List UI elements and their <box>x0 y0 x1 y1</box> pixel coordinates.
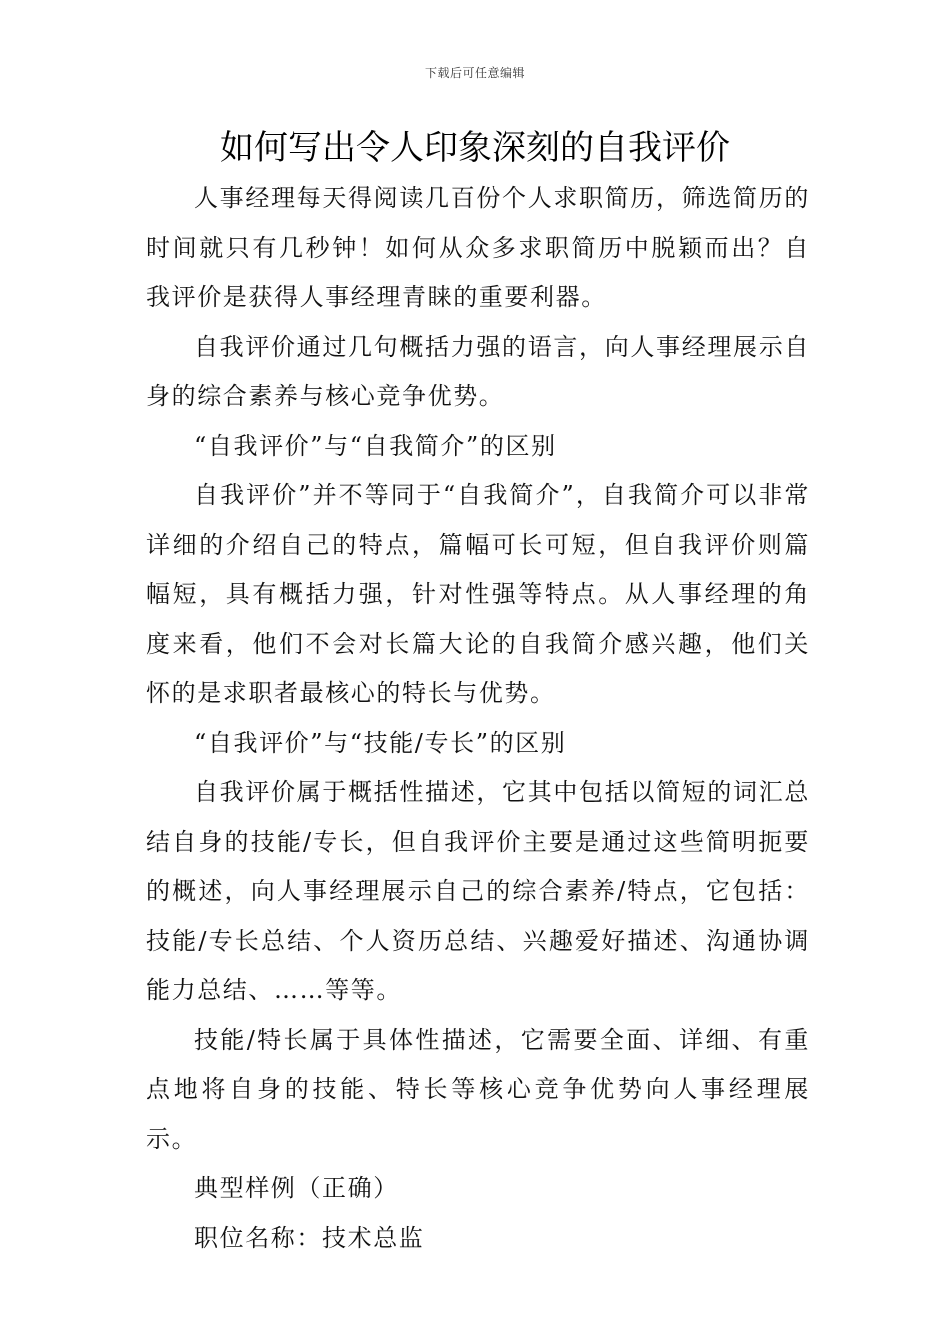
document-title: 如何写出令人印象深刻的自我评价 <box>220 128 730 168</box>
paragraph-purpose: 自我评价通过几句概括力强的语言，向人事经理展示自身的综合素养与核心竞争优势。 <box>146 332 810 410</box>
paragraph-self-intro-difference: 自我评价”并不等同于“自我简介”，自我简介可以非常详细的介绍自己的特点，篇幅可长可短，但自我评价则篇幅短，具有概括力强，针对性强等特点。从人事经理的角度来看，他们不会对长篇大论的自我简介感兴趣，他们关怀的是求职者最核心的特长与优势。 <box>146 481 810 707</box>
page-header-note: 下载后可任意编辑 <box>424 66 525 80</box>
section-heading-skills-difference: “自我评价”与“技能/专长”的区别 <box>194 728 567 757</box>
document-body <box>146 174 810 1263</box>
paragraph-skills-description: 技能/特长属于具体性描述，它需要全面、详细、有重点地将自身的技能、特长等核心竞争优势向人事经理展示。 <box>146 1025 810 1153</box>
section-heading-example: 典型样例（正确） <box>194 1174 399 1202</box>
example-position-name: 职位名称：技术总监 <box>194 1223 425 1252</box>
section-heading-self-intro-difference: “自我评价”与“自我简介”的区别 <box>194 431 557 460</box>
paragraph-skills-difference: 自我评价属于概括性描述，它其中包括以简短的词汇总结自身的技能/专长，但自我评价主要是通过这些简明扼要的概述，向人事经理展示自己的综合素养/特点，它包括：技能/专长总结、个人资历总结、兴趣爱好描述、沟通协调能力总结、……等等。 <box>146 778 810 1004</box>
paragraph-intro: 人事经理每天得阅读几百份个人求职简历，筛选简历的时间就只有几秒钟！如何从众多求职简历中脱颖而出？自我评价是获得人事经理青睐的重要利器。 <box>146 184 810 311</box>
